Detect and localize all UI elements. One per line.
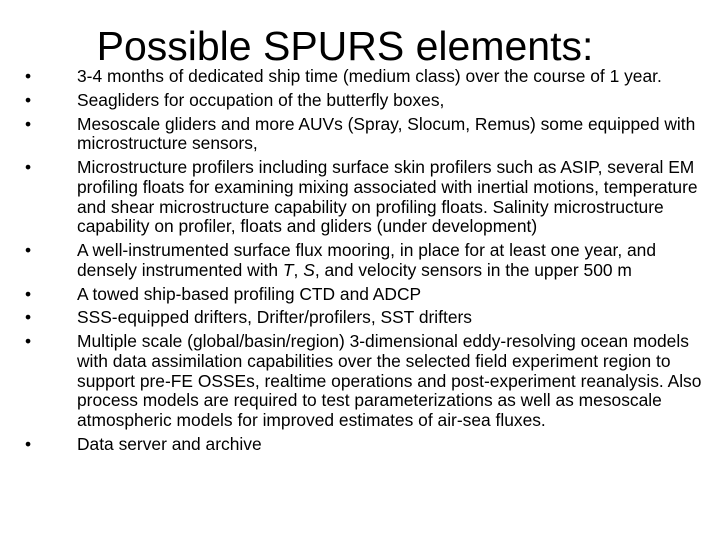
bullet-icon: • [25,66,32,86]
bullet-icon: • [25,240,32,260]
italic-t: T [282,259,294,280]
bullet-icon: • [25,89,32,110]
bullet-icon: • [25,157,32,178]
bullet-list [25,67,705,459]
bullet-text [77,241,705,280]
bullet-text: Multiple scale (global/basin/region) 3-dimensional eddy-resolving ocean models with data assimilation capabilities over the selected field experiment region to support pre-FE OSSEs, realtime operations and post-experiment reanalysis. Also process models are required to test parameterizations as well as mesoscale atmospheric models for improved estimates of air-sea fluxes. [77,331,702,430]
bullet-icon: • [25,331,32,352]
bullet-item-flux-mooring [25,241,705,280]
bullet-item-mesoscale-gliders [25,115,705,154]
bullet-icon: • [25,113,32,134]
slide-title: Possible SPURS elements: [96,23,594,69]
italic-s: S [303,259,315,280]
bullet-text: Microstructure profilers including surface skin profilers such as ASIP, several EM profiling floats for examining mixing associated with inertial motions, temperature and shear microstructure capability on profiling floats. Salinity microstructure capability on profiler, floats and gliders (under development) [77,157,698,237]
bullet-icon: • [25,283,32,304]
bullet-item-drifters [25,308,705,328]
bullet-text: Data server and archive [77,433,262,454]
bullet-text: Mesoscale gliders and more AUVs (Spray, Slocum, Remus) some equipped with microstructure sensors, [77,113,696,154]
bullet-item-ocean-models [25,332,705,431]
bullet-text: Seagliders for occupation of the butterfly boxes, [77,89,445,110]
bullet-icon: • [25,433,32,454]
bullet-text: A towed ship-based profiling CTD and ADCP [77,283,422,304]
bullet-item-towed-ctd [25,285,705,305]
bullet-text: 3-4 months of dedicated ship time (medium class) over the course of 1 year. [77,66,662,86]
bullet-item-microstructure-profilers [25,158,705,237]
bullet-text-part: , and velocity sensors in the upper 500 m [314,259,632,280]
bullet-text-separator: , [293,259,304,280]
bullet-item-data-server [25,435,705,455]
bullet-text: SSS-equipped drifters, Drifter/profilers, SST drifters [77,307,472,328]
bullet-item-seagliders [25,91,705,111]
bullet-icon: • [25,307,32,328]
bullet-item-ship-time [25,67,705,87]
bullet-text-part: A well-instrumented surface flux mooring, in place for at least one year, and densely instrumented with [77,240,657,280]
